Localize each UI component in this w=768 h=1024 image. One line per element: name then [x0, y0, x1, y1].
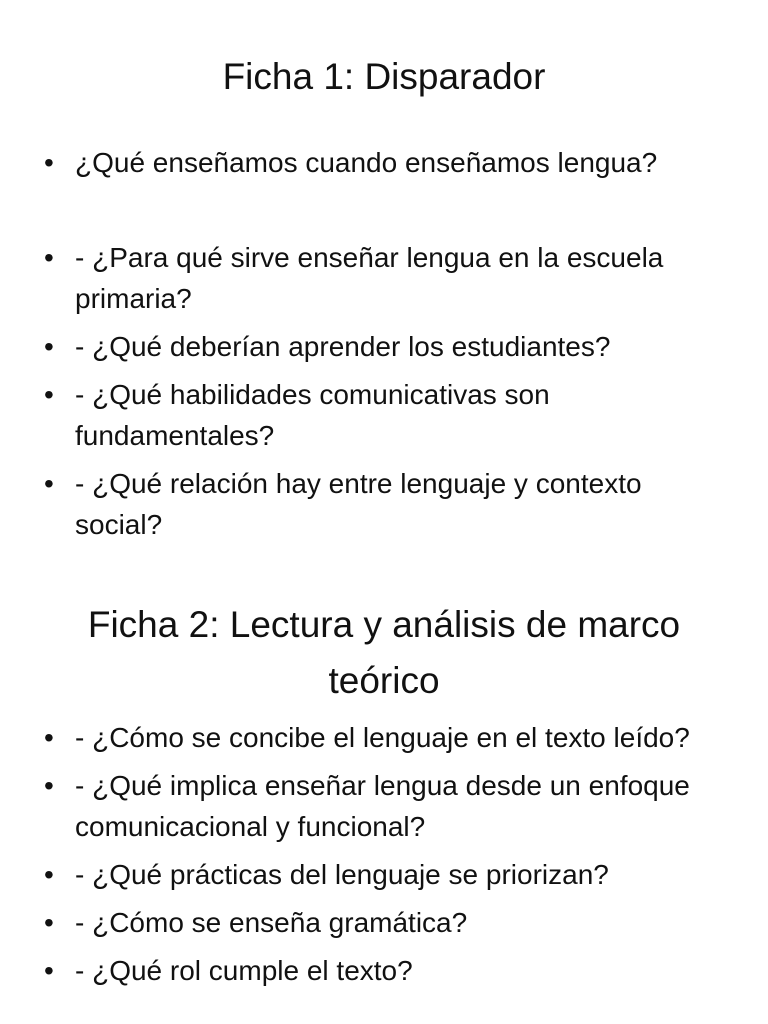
list-item-text: - ¿Qué deberían aprender los estudiantes? [75, 331, 611, 362]
list-item-text: - ¿Cómo se concibe el lenguaje en el texto leído? [75, 722, 690, 753]
list-item-text: ¿Qué enseñamos cuando enseñamos lengua? [75, 147, 658, 178]
list-item-text: - ¿Qué relación hay entre lenguaje y contexto social? [75, 468, 642, 540]
bullet-icon: • [44, 955, 54, 986]
bullet-icon: • [44, 147, 54, 178]
list-item-text: - ¿Qué implica enseñar lengua desde un enfoque comunicacional y funcional? [75, 770, 690, 842]
bullet-icon: • [44, 468, 54, 499]
list-item [44, 950, 724, 991]
list-item [44, 326, 724, 367]
ficha2-title: Ficha 2: Lectura y análisis de marco teórico [87, 604, 681, 701]
list-item-text: - ¿Qué habilidades comunicativas son fundamentales? [75, 379, 550, 451]
list-item [44, 463, 724, 545]
list-item [44, 854, 724, 895]
bullet-icon: • [44, 859, 54, 890]
bullet-icon: • [44, 722, 54, 753]
list-item [44, 142, 724, 183]
ficha2-question-list [44, 717, 724, 991]
list-item [44, 717, 724, 758]
bullet-icon: • [44, 379, 54, 410]
list-item-text: - ¿Para qué sirve enseñar lengua en la escuela primaria? [75, 242, 664, 314]
list-item-text: - ¿Cómo se enseña gramática? [75, 907, 468, 938]
bullet-icon: • [44, 770, 54, 801]
list-item [44, 237, 724, 319]
list-item-text: - ¿Qué rol cumple el texto? [75, 955, 413, 986]
list-item [44, 765, 724, 847]
bullet-icon: • [44, 242, 54, 273]
ficha1-title: Ficha 1: Disparador [222, 56, 546, 97]
bullet-icon: • [44, 331, 54, 362]
ficha1-question-list [44, 142, 724, 545]
list-item [44, 374, 724, 456]
list-item-text: - ¿Qué prácticas del lenguaje se priorizan? [75, 859, 609, 890]
bullet-icon: • [44, 907, 54, 938]
list-item [44, 902, 724, 943]
